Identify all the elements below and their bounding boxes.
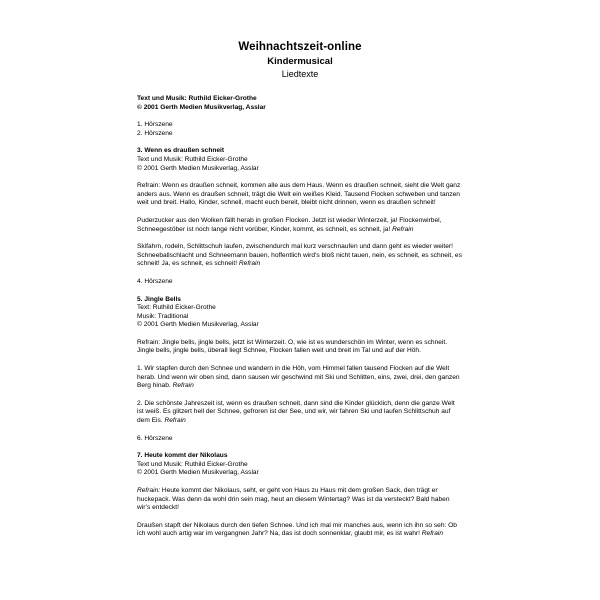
- song-credit-copyright: © 2001 Gerth Medien Musikverlag, Asslar: [137, 469, 259, 477]
- song-title: 5. Jingle Bells: [137, 295, 181, 303]
- page-subsubtitle: Liedtexte: [281, 69, 319, 79]
- page-title: Weihnachtszeit-online: [238, 41, 362, 53]
- lyric-text: Skifahrn, rodeln, Schlittschuh laufen, zwischendurch mal kurz verschnaufen und dann geht es wieder weiter! Schneeballschlacht und Schneemann bauen, hoffentlich wird’s bloß nicht tauen, nein, es schneit, es schneit, es schneit! Ja, es schneit, es schneit!: [137, 243, 462, 268]
- song-credit-copyright: © 2001 Gerth Medien Musikverlag, Asslar: [137, 164, 259, 172]
- lyric-text: 1. Wir stapfen durch den Schnee und wandern in die Höh, vom Himmel fallen tausend Flocken auf die Welt herab. Und wenn wir oben sind, dann sausen wir geschwind mit Ski und Schlitten, eins, zwei, drei, den ganzen Berg hinab.: [137, 365, 460, 390]
- scene-list-top: [137, 121, 463, 138]
- song-title: 7. Heute kommt der Nikolaus: [137, 452, 228, 460]
- scene-item-6: 6. Hörszene: [137, 434, 173, 442]
- lyric-text: Draußen stapft der Nikolaus durch den tiefen Schnee. Und ich mal mir manches aus, wenn ich ihn so seh: Ob ich wohl auch artig war im vergangnen Jahr? Na, das ist doch sonnenklar, glaubt mir, es ist wahr!: [137, 521, 457, 538]
- list-item: 2. Hörszene: [137, 129, 173, 137]
- song-title: 3. Wenn es draußen schneit: [137, 147, 225, 155]
- refrain-marker: Refrain:: [137, 487, 161, 494]
- song-heading-3: [137, 147, 463, 173]
- lyric-paragraph: [137, 243, 463, 269]
- page-subtitle: Kindermusical: [267, 56, 333, 67]
- credits-copyright: © 2001 Gerth Medien Musikverlag, Asslar: [137, 103, 266, 111]
- scene-item-4: 4. Hörszene: [137, 277, 173, 285]
- lyric-paragraph: [137, 217, 463, 234]
- lyric-paragraph: [137, 400, 463, 426]
- lyric-text: 2. Die schönste Jahreszeit ist, wenn es draußen schneit, dann sind die Kinder glücklich, denn die ganze Welt ist weiß. Es glitzert hell der Schnee, gefroren ist der See, und wir, wir fahren Ski und laufen Schlittschuh auf dem Eis.: [137, 399, 455, 425]
- credits-author: Text und Musik: Ruthild Eicker-Grothe: [137, 95, 257, 102]
- refrain-marker: Refrain: [238, 260, 261, 268]
- lyric-paragraph: [137, 522, 463, 539]
- list-item: 1. Hörszene: [137, 121, 173, 129]
- credits-block: [137, 95, 463, 112]
- refrain-marker: Refrain: [164, 417, 186, 425]
- song-heading-7: [137, 452, 463, 478]
- lyric-paragraph: Refrain: Jingle bells, jingle bells, jetzt ist Winterzeit. O, wie ist es wunderschön im Winter, wenn es schneit. Jingle bells, jingle bells, überall liegt Schnee, Flocken fallen weit und breit im Tal und auf der Höh.: [137, 338, 448, 355]
- song-credit-author: Text und Musik: Ruthild Eicker-Grothe: [137, 460, 248, 468]
- refrain-marker: Refrain: [172, 382, 194, 390]
- refrain-marker: Refrain: [392, 225, 414, 233]
- song-credit-text: Text: Ruthild Eicker-Grothe: [137, 304, 216, 312]
- lyric-paragraph: Refrain: Wenn es draußen schneit, kommen alle aus dem Haus. Wenn es draußen schneit, sieht die Welt ganz anders aus. Wenn es draußen schneit, trägt die Welt ein weißes Kleid. Tausend Flocken schweben und tanzen weit und breit. Hallo, Kinder, schnell, macht euch bereit, bleibt nicht drinnen, wenn es draußen schneit!: [137, 182, 461, 207]
- document-header: [137, 40, 463, 81]
- lyric-text: Puderzucker aus den Wolken fällt herab in großen Flocken. Jetzt ist wieder Winterzeit, ja! Flockenwirbel, Schneegestöber ist noch lange nicht vorüber, Kinder, kommt, es schneit, es schneit, ja!: [137, 216, 442, 233]
- lyric-paragraph: [137, 487, 463, 513]
- song-credit-copyright: © 2001 Gerth Medien Musikverlag, Asslar: [137, 321, 259, 329]
- refrain-marker: Refrain: [421, 530, 444, 538]
- lyric-paragraph: [137, 365, 463, 391]
- song-credit-author: Text und Musik: Ruthild Eicker-Grothe: [137, 155, 248, 163]
- song-credit-music: Musik: Traditional: [137, 312, 189, 320]
- lyric-text: Heute kommt der Nikolaus, seht, er geht von Haus zu Haus mit dem großen Sack, den trägt er huckepack. Was denn da wohl drin sein mag, heut an diesem Wintertag? Was ist da versteckt? Bald haben wir’s entdeckt!: [137, 487, 450, 512]
- song-heading-5: [137, 296, 463, 330]
